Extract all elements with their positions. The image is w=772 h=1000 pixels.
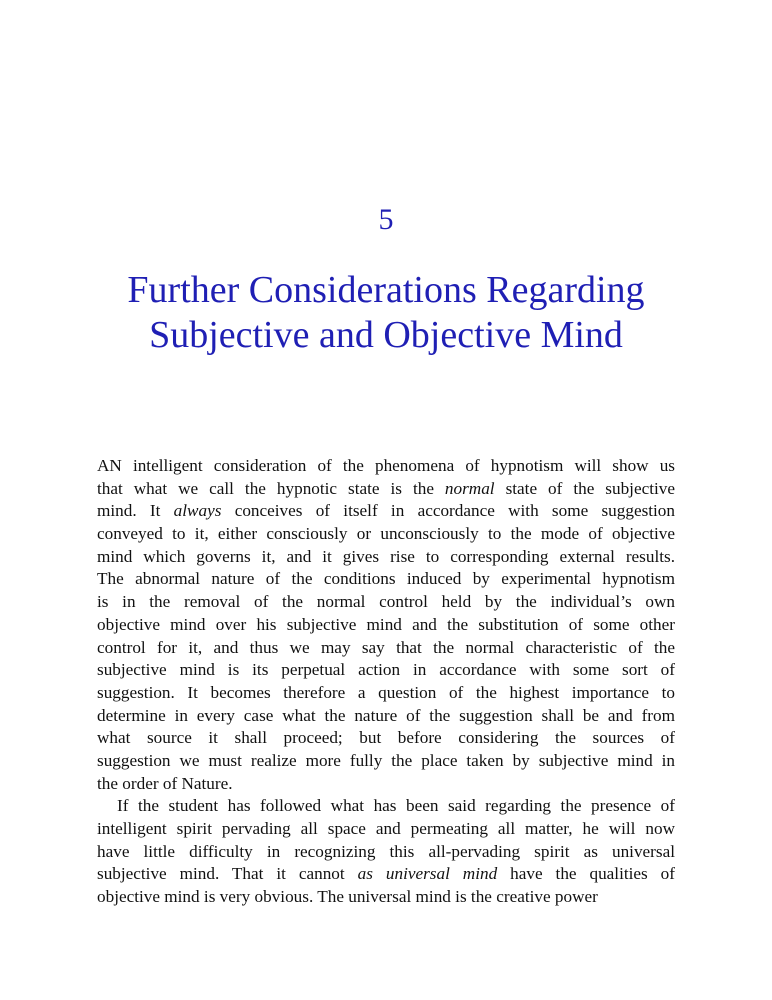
text-run: control for it, and thus we may say that the normal characteristic of the: [97, 637, 675, 657]
paragraph-line: [97, 478, 675, 501]
paragraph-line: [97, 682, 675, 705]
text-run: that what we call the hypnotic state is the: [97, 478, 445, 498]
chapter-title-line-1: Further Considerations Regarding: [127, 269, 645, 311]
paragraph-line: [97, 523, 675, 546]
text-run: conveyed to it, either consciously or unconsciously to the mode of objective: [97, 524, 675, 544]
paragraph-line: [97, 614, 675, 637]
chapter-title-line-2: Subjective and Objective Mind: [149, 314, 623, 356]
text-run: state of the subjective: [494, 478, 675, 498]
paragraph-line: [97, 546, 675, 569]
paragraph-line: [97, 659, 675, 682]
text-run: If the student has followed what has been said regarding the presence of: [117, 796, 675, 816]
paragraph-line: [97, 886, 675, 909]
text-run: the order of Nature.: [97, 773, 233, 793]
paragraph-line: [97, 841, 675, 864]
paragraph-line: [97, 727, 675, 750]
chapter-number: 5: [378, 203, 394, 236]
text-run: conceives of itself in accordance with some suggestion: [221, 501, 675, 521]
chapter-body: [97, 455, 675, 909]
text-run: is in the removal of the normal control held by the individual’s own: [97, 592, 675, 612]
italic-text: normal: [444, 478, 495, 498]
text-run: objective mind is very obvious. The universal mind is the creative power: [97, 887, 598, 907]
paragraph: [97, 795, 675, 908]
paragraph-line: [97, 795, 675, 818]
paragraph-line: [97, 705, 675, 728]
paragraph-line: [97, 750, 675, 773]
text-run: have the qualities of: [497, 864, 675, 884]
text-run: subjective mind. That it cannot: [97, 864, 358, 884]
text-run: mind. It: [97, 501, 174, 521]
text-run: AN intelligent consideration of the phenomena of hypnotism will show us: [97, 456, 675, 475]
italic-text: always: [173, 501, 222, 521]
text-run: The abnormal nature of the conditions induced by experimental hypnotism: [97, 569, 675, 589]
paragraph-line: [97, 863, 675, 886]
text-run: suggestion we must realize more fully the place taken by subjective mind in: [97, 750, 675, 770]
chapter-title: [60, 268, 712, 358]
text-run: mind which governs it, and it gives rise to corresponding external results.: [97, 546, 675, 566]
paragraph-line: [97, 455, 675, 478]
text-run: what source it shall proceed; but before considering the sources of: [97, 728, 675, 748]
paragraph-line: [97, 568, 675, 591]
paragraph-line: [97, 591, 675, 614]
text-run: have little difficulty in recognizing this all-pervading spirit as universal: [97, 841, 675, 861]
paragraph-line: [97, 773, 675, 796]
text-run: suggestion. It becomes therefore a question of the highest importance to: [97, 682, 675, 702]
italic-text: as universal mind: [357, 864, 498, 884]
text-run: objective mind over his subjective mind and the substitution of some other: [97, 614, 675, 634]
text-run: intelligent spirit pervading all space and permeating all matter, he will now: [97, 819, 675, 838]
paragraph-line: [97, 500, 675, 523]
text-run: determine in every case what the nature of the suggestion shall be and from: [97, 705, 675, 725]
text-run: subjective mind is its perpetual action in accordance with some sort of: [97, 660, 675, 680]
paragraph-line: [97, 818, 675, 841]
paragraph-line: [97, 637, 675, 660]
paragraph: [97, 455, 675, 795]
